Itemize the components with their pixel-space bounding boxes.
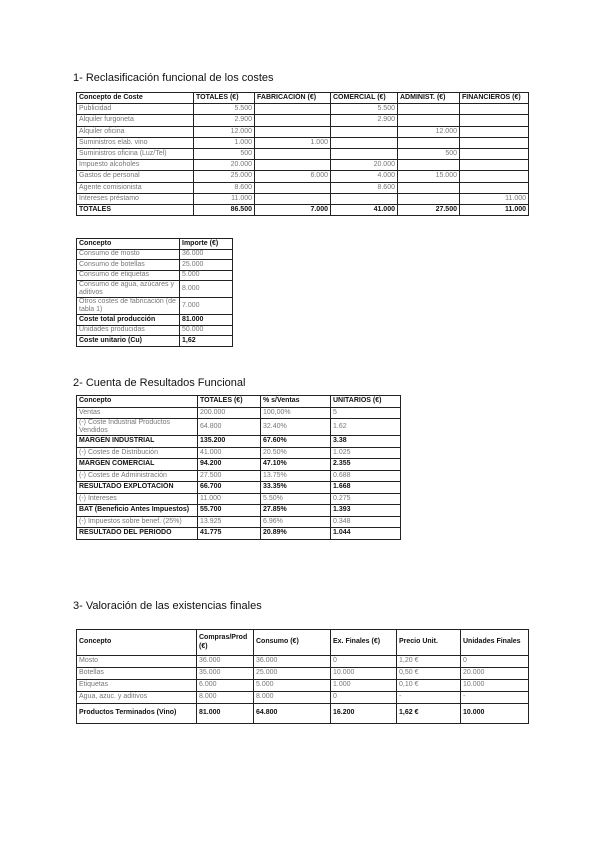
cell: 20.000 (461, 668, 529, 680)
cell: 1.393 (331, 505, 401, 517)
table-row (77, 419, 401, 436)
cell (331, 126, 398, 137)
cell: (-) Coste Industrial Productos Vendidos (77, 419, 198, 436)
col-header: Concepto (77, 396, 198, 408)
table-header-row (77, 396, 401, 408)
cell: 66.700 (198, 482, 261, 494)
table-header-row (77, 630, 529, 656)
cell: 36.000 (180, 249, 233, 260)
cell (460, 171, 529, 182)
cell: (-) Impuestos sobre benef. (25%) (77, 516, 198, 528)
cell: 11.000 (194, 193, 255, 204)
cell: 1.000 (331, 680, 397, 692)
cell: 50.000 (180, 325, 233, 336)
cell: Botellas (77, 668, 197, 680)
table-row (77, 436, 401, 448)
cell (398, 182, 460, 193)
table-row (77, 680, 529, 692)
cell: 500 (194, 148, 255, 159)
table-row (77, 115, 529, 126)
cell: 20.000 (194, 160, 255, 171)
cell: 36.000 (254, 656, 331, 668)
col-header: Concepto de Coste (77, 93, 194, 104)
table-row (77, 668, 529, 680)
cell: 200.000 (198, 407, 261, 419)
cell: 0,10 € (397, 680, 461, 692)
cell: 81.000 (197, 704, 254, 724)
cell: 0 (461, 656, 529, 668)
cell: Coste unitario (Cu) (77, 336, 180, 347)
section3-title: 3- Valoración de las existencias finales (73, 600, 262, 612)
cell (331, 193, 398, 204)
cell: Otros costes de fabricación (de tabla 1) (77, 298, 180, 315)
cell: 5.000 (180, 270, 233, 281)
cell: 25.000 (254, 668, 331, 680)
cell (255, 160, 331, 171)
cell (255, 115, 331, 126)
cell: 500 (398, 148, 460, 159)
cell: 1.668 (331, 482, 401, 494)
cell: Consumo de botellas (77, 260, 180, 271)
table-row (77, 528, 401, 540)
cell: TOTALES (77, 204, 194, 215)
col-header: FINANCIEROS (€) (460, 93, 529, 104)
cell: Publicidad (77, 104, 194, 115)
cell: 64.800 (198, 419, 261, 436)
cell: 47.10% (261, 459, 331, 471)
cell: BAT (Beneficio Antes Impuestos) (77, 505, 198, 517)
cell: Consumo de agua, azúcares y aditivos (77, 281, 180, 298)
cell: - (397, 692, 461, 704)
cell: 5.50% (261, 493, 331, 505)
cell: 41.775 (198, 528, 261, 540)
cell: Impuesto alcoholes (77, 160, 194, 171)
cell: MARGEN INDUSTRIAL (77, 436, 198, 448)
table-row (77, 470, 401, 482)
table-row (77, 249, 233, 260)
cell (398, 193, 460, 204)
col-header: Compras/Prod (€) (197, 630, 254, 656)
col-header: Unidades Finales (461, 630, 529, 656)
col-header: Ex. Finales (€) (331, 630, 397, 656)
cell: 1,20 € (397, 656, 461, 668)
cell: 0,50 € (397, 668, 461, 680)
cell (460, 126, 529, 137)
cell: Productos Terminados (Vino) (77, 704, 197, 724)
cell: Gastos de personal (77, 171, 194, 182)
col-header: COMERCIAL (€) (331, 93, 398, 104)
cell: 1,62 (180, 336, 233, 347)
table-header-row (77, 239, 233, 250)
cell: 10.000 (331, 668, 397, 680)
table-row (77, 160, 529, 171)
table-header-row (77, 93, 529, 104)
table-row (77, 171, 529, 182)
col-header: % s/Ventas (261, 396, 331, 408)
col-header: Importe (€) (180, 239, 233, 250)
cell: (-) Costes de Distribución (77, 447, 198, 459)
cell: Suministros oficina (Luz/Tel) (77, 148, 194, 159)
cell: 10.000 (461, 704, 529, 724)
col-header: FABRICACIÓN (€) (255, 93, 331, 104)
cell: 81.000 (180, 315, 233, 326)
cell: 4.000 (331, 171, 398, 182)
cell (398, 160, 460, 171)
col-header: TOTALES (€) (194, 93, 255, 104)
cell (460, 137, 529, 148)
cell: 1,62 € (397, 704, 461, 724)
inventory-valuation-table (76, 629, 529, 724)
cell: 8.000 (197, 692, 254, 704)
table-row (77, 336, 233, 347)
cell: 0 (331, 692, 397, 704)
cell: 5 (331, 407, 401, 419)
table-row (77, 126, 529, 137)
cell (255, 193, 331, 204)
section1-title: 1- Reclasificación funcional de los costes (73, 72, 274, 84)
cell: 3.38 (331, 436, 401, 448)
cell: 2.355 (331, 459, 401, 471)
cell: 5.000 (254, 680, 331, 692)
functional-cost-table (76, 92, 529, 216)
table-row (77, 704, 529, 724)
cell: Consumo de etiquetas (77, 270, 180, 281)
table-row (77, 137, 529, 148)
cell: 1.044 (331, 528, 401, 540)
cell: 1.000 (255, 137, 331, 148)
cell: 11.000 (460, 204, 529, 215)
table-row (77, 104, 529, 115)
cell: 11.000 (198, 493, 261, 505)
col-header: Precio Unit. (397, 630, 461, 656)
cell (460, 148, 529, 159)
cell: Unidades producidas (77, 325, 180, 336)
table-row (77, 182, 529, 193)
cell: 1.025 (331, 447, 401, 459)
cell: Consumo de mosto (77, 249, 180, 260)
col-header: ADMINIST. (€) (398, 93, 460, 104)
col-header: Concepto (77, 239, 180, 250)
cell: 5.500 (194, 104, 255, 115)
cell (255, 182, 331, 193)
production-cost-table (76, 238, 233, 347)
cell: 27.500 (198, 470, 261, 482)
cell (398, 115, 460, 126)
table-row (77, 692, 529, 704)
cell: 8.000 (180, 281, 233, 298)
cell: 8.600 (331, 182, 398, 193)
cell: 94.200 (198, 459, 261, 471)
cell (460, 182, 529, 193)
cell: Agente comisionista (77, 182, 194, 193)
cell: 135.200 (198, 436, 261, 448)
col-header: UNITARIOS (€) (331, 396, 401, 408)
table-row (77, 315, 233, 326)
cell: 55.700 (198, 505, 261, 517)
cell: RESULTADO DEL PERIODO (77, 528, 198, 540)
cell: 6.000 (197, 680, 254, 692)
cell: 5.500 (331, 104, 398, 115)
cell: Agua, azuc. y aditivos (77, 692, 197, 704)
table-row (77, 505, 401, 517)
col-header: TOTALES (€) (198, 396, 261, 408)
cell: 67.60% (261, 436, 331, 448)
table-row (77, 482, 401, 494)
table-row (77, 281, 233, 298)
cell: 27.500 (398, 204, 460, 215)
table-row (77, 270, 233, 281)
cell (255, 148, 331, 159)
cell: Mosto (77, 656, 197, 668)
cell: 13.925 (198, 516, 261, 528)
cell: 35.000 (197, 668, 254, 680)
cell: 2.900 (194, 115, 255, 126)
cell: 1.000 (194, 137, 255, 148)
cell: 27.85% (261, 505, 331, 517)
cell: 16.200 (331, 704, 397, 724)
cell: 20.50% (261, 447, 331, 459)
table-row (77, 298, 233, 315)
cell: Intereses préstamo (77, 193, 194, 204)
table-row (77, 656, 529, 668)
cell: 11.000 (460, 193, 529, 204)
cell (460, 104, 529, 115)
cell: 33.35% (261, 482, 331, 494)
col-header: Concepto (77, 630, 197, 656)
cell: 7.000 (180, 298, 233, 315)
section2-title: 2- Cuenta de Resultados Funcional (73, 377, 246, 389)
cell: 0.688 (331, 470, 401, 482)
table-row (77, 325, 233, 336)
cell: Coste total producción (77, 315, 180, 326)
cell (398, 137, 460, 148)
table-row (77, 516, 401, 528)
cell (331, 137, 398, 148)
cell: 25.000 (194, 171, 255, 182)
cell: 86.500 (194, 204, 255, 215)
cell: 20.89% (261, 528, 331, 540)
table-row (77, 148, 529, 159)
table-row (77, 260, 233, 271)
cell: - (461, 692, 529, 704)
cell: 0.275 (331, 493, 401, 505)
cell: RESULTADO EXPLOTACIÓN (77, 482, 198, 494)
table-row (77, 407, 401, 419)
totals-row (77, 204, 529, 215)
cell: 20.000 (331, 160, 398, 171)
cell: Alquiler oficina (77, 126, 194, 137)
cell: Suministros elab. vino (77, 137, 194, 148)
cell (460, 160, 529, 171)
cell: 7.000 (255, 204, 331, 215)
cell: 6.96% (261, 516, 331, 528)
cell: 12.000 (194, 126, 255, 137)
cell: 13.75% (261, 470, 331, 482)
cell: 36.000 (197, 656, 254, 668)
table-row (77, 459, 401, 471)
table-row (77, 493, 401, 505)
cell: 12.000 (398, 126, 460, 137)
cell: 41.000 (331, 204, 398, 215)
cell: MARGEN COMERCIAL (77, 459, 198, 471)
cell (460, 115, 529, 126)
cell: 25.000 (180, 260, 233, 271)
col-header: Consumo (€) (254, 630, 331, 656)
cell: 100,00% (261, 407, 331, 419)
cell (255, 104, 331, 115)
cell: 0.348 (331, 516, 401, 528)
cell: 15.000 (398, 171, 460, 182)
table-row (77, 447, 401, 459)
cell: 41.000 (198, 447, 261, 459)
cell: (-) Costes de Administración (77, 470, 198, 482)
cell (331, 148, 398, 159)
cell: 8.600 (194, 182, 255, 193)
cell: 0 (331, 656, 397, 668)
cell (255, 126, 331, 137)
cell: Alquiler furgoneta (77, 115, 194, 126)
cell: 8.000 (254, 692, 331, 704)
cell: 6.000 (255, 171, 331, 182)
table-row (77, 193, 529, 204)
cell (398, 104, 460, 115)
cell: Etiquetas (77, 680, 197, 692)
cell: Ventas (77, 407, 198, 419)
cell: 64.800 (254, 704, 331, 724)
income-statement-table (76, 395, 401, 540)
cell: 10.000 (461, 680, 529, 692)
cell: (-) Intereses (77, 493, 198, 505)
cell: 2.900 (331, 115, 398, 126)
cell: 1.62 (331, 419, 401, 436)
cell: 32.40% (261, 419, 331, 436)
